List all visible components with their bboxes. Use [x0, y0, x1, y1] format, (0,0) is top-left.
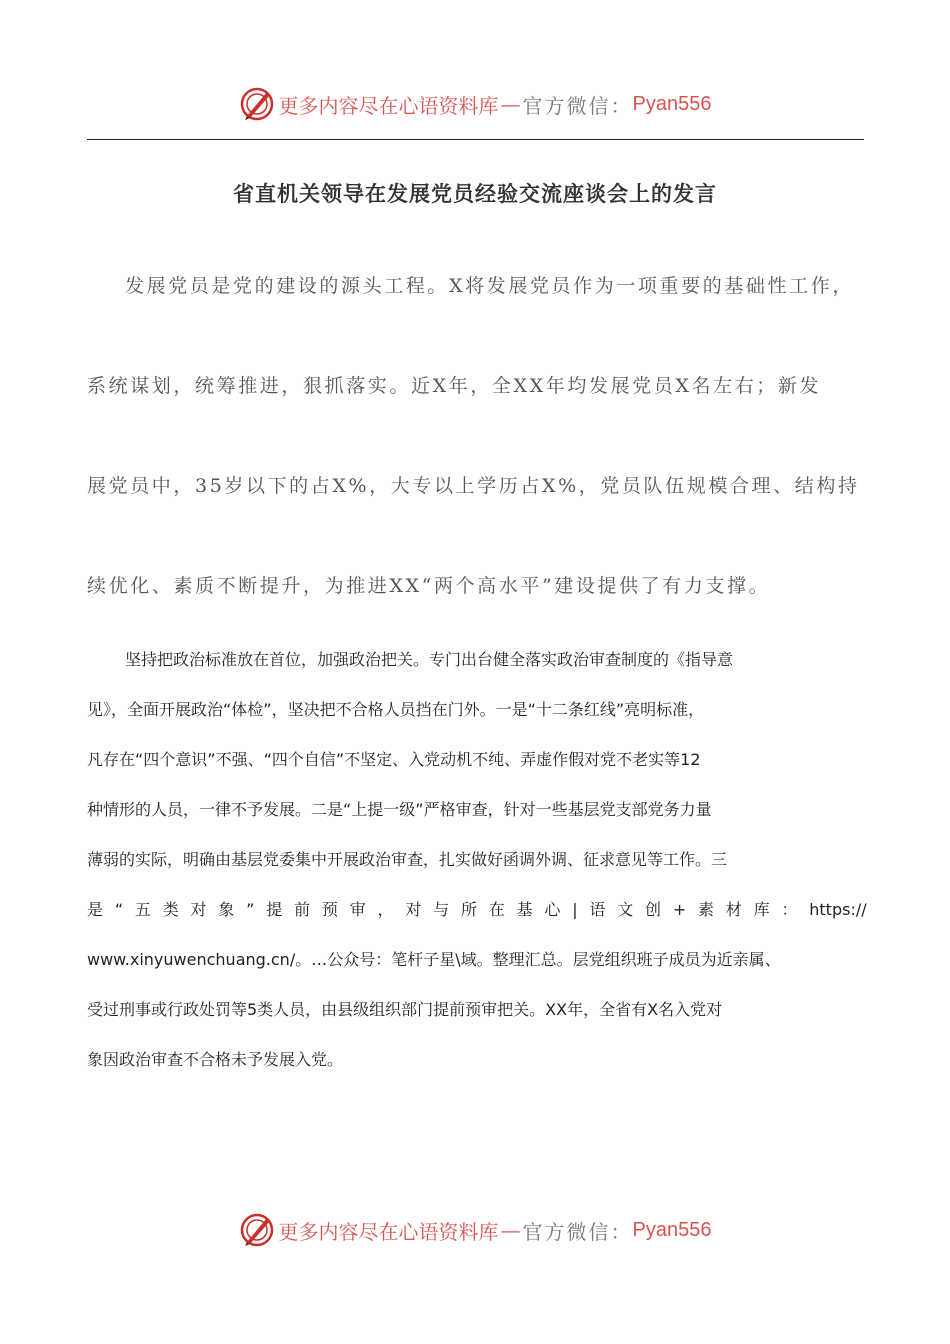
justified-char: https:// — [809, 900, 867, 919]
justified-char: 基 — [516, 900, 533, 919]
justified-char: ” — [246, 900, 255, 919]
pen-logo-icon — [239, 1212, 275, 1248]
banner-wechat-id: Pyan556 — [632, 92, 712, 115]
paragraph-line: 续优化、素质不断提升，为推进XX“两个高水平”建设提供了有力支撑。 — [87, 575, 771, 597]
justified-char: 与 — [433, 900, 450, 919]
justified-char: 库 — [753, 900, 770, 919]
justified-char: 对 — [190, 900, 207, 919]
justified-char: 审 — [349, 900, 366, 919]
justified-char: + — [672, 900, 687, 919]
paragraph-line: 象因政治审查不合格未予发展入党。 — [87, 1050, 344, 1069]
justified-char: 类 — [162, 900, 179, 919]
justified-char: 象 — [218, 900, 235, 919]
banner-wechat-id: Pyan556 — [632, 1218, 712, 1241]
justified-char: “ — [114, 900, 124, 919]
justified-char: 所 — [460, 900, 477, 919]
justified-char: 创 — [645, 900, 662, 919]
banner-separator: — — [500, 1218, 521, 1242]
justified-char: 提 — [266, 900, 283, 919]
paragraph-line: 薄弱的实际，明确由基层党委集中开展政治审查，扎实做好函调外调、征求意见等工作。三 — [87, 850, 728, 869]
banner-separator: — — [500, 92, 521, 116]
paragraph-line: 见》，全面开展政治“体检”，坚决把不合格人员挡在门外。一是“十二条红线”亮明标准， — [87, 700, 705, 719]
justified-char: 五 — [134, 900, 151, 919]
justified-char: 在 — [488, 900, 505, 919]
justified-char: 素 — [698, 900, 715, 919]
banner-main-text: 更多内容尽在心语资料库 — [278, 1219, 499, 1244]
banner-main-text: 更多内容尽在心语资料库 — [278, 93, 499, 118]
justified-char: 前 — [294, 900, 311, 919]
justified-char: | — [572, 900, 578, 919]
justified-char: 对 — [405, 900, 422, 919]
header-banner — [0, 84, 950, 124]
paragraph-line: 受过刑事或行政处罚等5类人员，由县级组织部门提前预审把关。XX年，全省有X名入党对 — [87, 1000, 723, 1019]
justified-char: 语 — [589, 900, 606, 919]
banner-wechat-label: 官方微信： — [522, 93, 633, 118]
paragraph-line: 系统谋划，统筹推进，狠抓落实。近X年，全XX年均发展党员X名左右；新发 — [87, 375, 822, 397]
footer-banner — [0, 1210, 950, 1250]
paragraph-line: 坚持把政治标准放在首位，加强政治把关。专门出台健全落实政治审查制度的《指导意 — [125, 650, 734, 669]
pen-logo-icon — [239, 86, 275, 122]
justified-char: 文 — [617, 900, 634, 919]
paragraph-line-justified — [87, 893, 867, 943]
header-divider — [87, 139, 864, 140]
paragraph-line: 种情形的人员，一律不予发展。二是“上提一级”严格审查，针对一些基层党支部党务力量 — [87, 800, 712, 819]
banner-wechat-label: 官方微信： — [522, 1219, 633, 1244]
paragraph-line: 凡存在“四个意识”不强、“四个自信”不坚定、入党动机不纯、弄虚作假对党不老实等12 — [87, 750, 701, 769]
justified-char: 心 — [544, 900, 561, 919]
paragraph-intro — [87, 265, 867, 665]
justified-char: 材 — [725, 900, 742, 919]
justified-char: ， — [377, 900, 394, 919]
justified-char: 是 — [87, 900, 104, 919]
paragraph-line: 发展党员是党的建设的源头工程。X将发展党员作为一项重要的基础性工作， — [125, 275, 854, 297]
paragraph-political-review — [87, 643, 867, 1093]
justified-char: 预 — [321, 900, 338, 919]
document-title: 省直机关领导在发展党员经验交流座谈会上的发言 — [233, 182, 717, 206]
paragraph-line: 展党员中，35岁以下的占X%，大专以上学历占X%，党员队伍规模合理、结构持 — [87, 475, 860, 497]
justified-char: ： — [781, 900, 798, 919]
paragraph-line: www.xinyuwenchuang.cn/。…公众号：笔杆子星\域。整理汇总。层党组织班子成员为近亲属、 — [87, 950, 781, 969]
